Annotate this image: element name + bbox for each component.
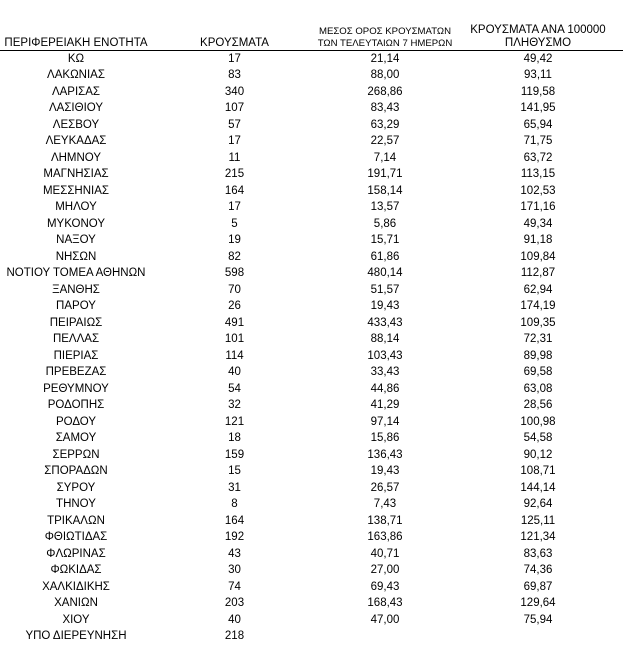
- cell-cases: 114: [225, 349, 244, 362]
- cell-regional-unit: ΚΩ: [0, 50, 152, 67]
- cell-cases: 18: [228, 432, 241, 444]
- cell-cases-per-100000: 144,14: [520, 481, 556, 494]
- table-row: [0, 232, 623, 249]
- cell-seven-day-average: 63,29: [370, 118, 400, 131]
- cell-cases: 8: [231, 498, 238, 510]
- table-row: [0, 265, 623, 282]
- header-regional-unit: ΠΕΡΙΦΕΡΕΙΑΚΗ ΕΝΟΤΗΤΑ: [4, 36, 148, 49]
- table-row: [0, 562, 623, 579]
- table-row: [0, 529, 623, 546]
- table-body: [0, 50, 623, 645]
- cell-regional-unit: ΛΕΥΚΑΔΑΣ: [45, 135, 107, 147]
- cell-seven-day-average: 88,00: [370, 69, 400, 81]
- table-row: [0, 496, 623, 513]
- cell-regional-unit: ΡΟΔΟΥ: [55, 415, 97, 428]
- header-avg-line1: ΜΕΣΟΣ ΟΡΟΣ ΚΡΟΥΣΜΑΤΩΝ: [318, 25, 452, 37]
- cell-seven-day-average: 83,43: [370, 102, 400, 114]
- cell-regional-unit: ΞΑΝΘΗΣ: [52, 283, 100, 296]
- cell-seven-day-average: [317, 628, 453, 645]
- cell-seven-day-average: 19,43: [370, 300, 400, 312]
- cell-cases-per-100000: 171,16: [520, 201, 556, 213]
- table-row: [0, 612, 623, 629]
- table-row: [0, 166, 623, 183]
- table-row: [0, 364, 623, 381]
- cell-cases: 203: [224, 597, 245, 609]
- cell-regional-unit: ΛΗΜΝΟΥ: [50, 151, 102, 164]
- cell-seven-day-average: 97,14: [370, 415, 400, 428]
- table-row: [0, 447, 623, 464]
- cell-regional-unit: ΜΕΣΣΗΝΙΑΣ: [42, 184, 110, 197]
- cell-regional-unit: ΛΑΚΩΝΙΑΣ: [47, 69, 105, 81]
- cell-cases-per-100000: 102,53: [520, 184, 556, 197]
- cell-cases-per-100000: 119,58: [520, 85, 556, 98]
- table-row: [0, 513, 623, 530]
- cell-regional-unit: ΠΕΛΛΑΣ: [52, 333, 100, 345]
- cell-seven-day-average: 41,29: [370, 399, 400, 411]
- cell-regional-unit: ΧΑΝΙΩΝ: [54, 597, 98, 609]
- cell-cases: 74: [228, 580, 241, 593]
- table-row: [0, 315, 623, 332]
- cell-seven-day-average: 480,14: [367, 267, 403, 279]
- cell-regional-unit: ΠΑΡΟΥ: [56, 300, 96, 312]
- table-row: [0, 133, 623, 150]
- cell-regional-unit: ΦΘΙΩΤΙΔΑΣ: [44, 531, 108, 543]
- cell-seven-day-average: 136,43: [367, 448, 403, 461]
- header-seven-day-average: [317, 10, 453, 50]
- cell-cases-per-100000: 69,87: [523, 580, 553, 593]
- cell-seven-day-average: 7,14: [373, 151, 397, 164]
- cell-cases: 17: [228, 135, 241, 147]
- cell-cases-per-100000: 89,98: [523, 349, 553, 362]
- cell-regional-unit: ΣΥΡΟΥ: [56, 481, 96, 494]
- header-cases: ΚΡΟΥΣΜΑΤΑ: [200, 36, 269, 49]
- cell-seven-day-average: 158,14: [367, 184, 403, 197]
- cell-seven-day-average: 27,00: [370, 564, 400, 576]
- cell-regional-unit: ΧΙΟΥ: [62, 613, 90, 626]
- cell-cases-per-100000: 112,87: [520, 267, 556, 279]
- table-row: [0, 348, 623, 365]
- cell-cases-per-100000: 109,35: [520, 316, 556, 329]
- cell-cases-per-100000: 121,34: [520, 531, 556, 543]
- table-row: [0, 249, 623, 266]
- cell-regional-unit: ΠΡΕΒΕΖΑΣ: [45, 366, 107, 378]
- cell-regional-unit: ΝΟΤΙΟΥ ΤΟΜΕΑ ΑΘΗΝΩΝ: [6, 267, 146, 279]
- cell-seven-day-average: 22,57: [370, 135, 400, 147]
- cell-cases-per-100000: 90,12: [523, 448, 553, 461]
- cell-cases: 83: [228, 69, 241, 81]
- cell-cases-per-100000: 129,64: [520, 597, 556, 609]
- cell-seven-day-average: 40,71: [370, 547, 400, 560]
- cell-cases-per-100000: 72,31: [523, 333, 553, 345]
- cell-seven-day-average: 88,14: [370, 333, 400, 345]
- cell-seven-day-average: 138,71: [367, 514, 403, 527]
- cell-cases-per-100000: 93,11: [524, 69, 552, 81]
- cell-seven-day-average: 7,43: [373, 498, 397, 510]
- cell-cases: 31: [228, 481, 241, 494]
- cell-cases-per-100000: 91,18: [523, 234, 553, 246]
- table-row: [0, 595, 623, 612]
- cell-regional-unit: ΜΗΛΟΥ: [55, 201, 97, 213]
- cell-cases: 101: [224, 333, 245, 345]
- cell-cases-per-100000: 75,94: [523, 613, 553, 626]
- cell-cases: 340: [224, 85, 245, 98]
- cell-seven-day-average: 15,86: [370, 432, 400, 444]
- cell-cases-per-100000: 174,19: [520, 300, 556, 312]
- cell-cases-per-100000: [453, 628, 623, 645]
- cell-seven-day-average: 69,43: [370, 580, 400, 593]
- cell-seven-day-average: 168,43: [367, 597, 403, 609]
- cell-cases-per-100000: 69,58: [523, 366, 553, 378]
- cell-regional-unit: ΣΕΡΡΩΝ: [52, 448, 100, 461]
- cell-cases-per-100000: 83,63: [523, 547, 553, 560]
- cell-cases: 70: [228, 283, 241, 296]
- cell-cases-per-100000: 63,08: [523, 382, 553, 395]
- cell-regional-unit: ΛΑΣΙΘΙΟΥ: [48, 102, 104, 114]
- cell-cases-per-100000: 74,36: [523, 564, 553, 576]
- header-per-line1: ΚΡΟΥΣΜΑΤΑ ΑΝΑ 100000: [470, 23, 606, 36]
- header-row: [0, 10, 623, 50]
- cell-regional-unit: ΦΛΩΡΙΝΑΣ: [46, 547, 106, 560]
- table-row: [0, 100, 623, 117]
- cell-seven-day-average: 433,43: [367, 316, 403, 329]
- cell-cases: 164: [224, 184, 245, 197]
- cell-cases: 57: [228, 118, 241, 131]
- cell-cases: 491: [224, 316, 245, 329]
- cell-cases: 19: [228, 234, 241, 246]
- table-row: [0, 67, 623, 84]
- cell-seven-day-average: 21,14: [317, 50, 453, 67]
- table-row: [0, 50, 623, 67]
- header-per-line2: ΠΛΗΘΥΣΜΟ: [504, 36, 572, 49]
- header-cases-per-100000: [453, 10, 623, 50]
- cell-seven-day-average: 47,00: [370, 613, 400, 626]
- cell-cases-per-100000: 125,11: [520, 514, 556, 527]
- cell-cases: 26: [228, 300, 241, 312]
- cell-seven-day-average: 5,86: [373, 217, 397, 230]
- cell-seven-day-average: 191,71: [367, 168, 403, 180]
- cell-regional-unit: ΡΕΘΥΜΝΟΥ: [43, 382, 109, 395]
- cell-cases: 192: [224, 531, 245, 543]
- cell-cases: 159: [224, 448, 245, 461]
- cell-cases-per-100000: 65,94: [523, 118, 553, 131]
- table-row: [0, 216, 623, 233]
- cell-seven-day-average: 163,86: [367, 531, 403, 543]
- cell-cases: 40: [228, 613, 241, 626]
- cell-seven-day-average: 268,86: [367, 85, 403, 98]
- cell-cases: 11: [228, 151, 241, 164]
- cell-cases-per-100000: 54,58: [523, 432, 553, 444]
- cell-regional-unit: ΡΟΔΟΠΗΣ: [47, 399, 105, 411]
- table-row: [0, 397, 623, 414]
- cell-cases: 107: [224, 102, 245, 114]
- cell-cases-per-100000: 71,75: [523, 135, 553, 147]
- table-row: [0, 381, 623, 398]
- table-row: [0, 117, 623, 134]
- cell-cases-per-100000: 100,98: [520, 415, 556, 428]
- table-row: [0, 579, 623, 596]
- table-row: [0, 480, 623, 497]
- cell-seven-day-average: 19,43: [370, 465, 400, 477]
- cell-cases-per-100000: 108,71: [520, 465, 556, 477]
- cell-regional-unit: ΠΙΕΡΙΑΣ: [53, 349, 99, 362]
- table-row: [0, 150, 623, 167]
- cell-cases: 32: [228, 399, 241, 411]
- cell-cases-per-100000: 92,64: [523, 498, 553, 510]
- cell-seven-day-average: 13,57: [370, 201, 400, 213]
- cell-seven-day-average: 15,71: [370, 234, 400, 246]
- cell-regional-unit: ΧΑΛΚΙΔΙΚΗΣ: [42, 580, 110, 593]
- cell-cases: 5: [231, 217, 238, 230]
- cell-regional-unit: ΥΠΟ ΔΙΕΡΕΥΝΗΣΗ: [25, 630, 127, 642]
- cell-regional-unit: ΦΩΚΙΔΑΣ: [50, 564, 102, 576]
- cell-cases: 598: [224, 267, 245, 279]
- cell-regional-unit: ΣΑΜΟΥ: [55, 432, 97, 444]
- cell-regional-unit: ΝΗΣΩΝ: [55, 250, 97, 263]
- table-row: [0, 84, 623, 101]
- table-row: [0, 183, 623, 200]
- header-avg-line2: ΤΩΝ ΤΕΛΕΥΤΑΙΩΝ 7 ΗΜΕΡΩΝ: [317, 37, 453, 49]
- table-row: [0, 282, 623, 299]
- cell-regional-unit: ΤΡΙΚΑΛΩΝ: [47, 514, 105, 527]
- cases-table: [0, 10, 623, 645]
- cell-cases-per-100000: 28,56: [523, 399, 553, 411]
- table-row: [0, 199, 623, 216]
- cell-seven-day-average: 44,86: [370, 382, 400, 395]
- cell-regional-unit: ΠΕΙΡΑΙΩΣ: [49, 316, 103, 329]
- cell-cases: 40: [228, 366, 241, 378]
- cell-cases: 54: [228, 382, 241, 395]
- table-row: [0, 298, 623, 315]
- cell-regional-unit: ΝΑΞΟΥ: [56, 234, 96, 246]
- cell-cases-per-100000: 109,84: [520, 250, 556, 263]
- cell-seven-day-average: 51,57: [370, 283, 400, 296]
- table-row: [0, 414, 623, 431]
- cell-seven-day-average: 26,57: [370, 481, 400, 494]
- cell-regional-unit: ΜΑΓΝΗΣΙΑΣ: [43, 168, 109, 180]
- cell-cases: 218: [224, 630, 245, 642]
- cell-cases: 164: [224, 514, 245, 527]
- table-row: [0, 331, 623, 348]
- cell-cases-per-100000: 141,95: [520, 102, 556, 114]
- cell-regional-unit: ΛΕΣΒΟΥ: [52, 118, 100, 131]
- table-row: [0, 430, 623, 447]
- cell-cases-per-100000: 63,72: [523, 151, 553, 164]
- cell-cases: 17: [152, 50, 317, 67]
- cell-cases-per-100000: 62,94: [523, 283, 553, 296]
- cell-cases: 82: [228, 250, 241, 263]
- cell-seven-day-average: 61,86: [370, 250, 400, 263]
- cell-regional-unit: ΣΠΟΡΑΔΩΝ: [44, 465, 108, 477]
- cell-seven-day-average: 103,43: [367, 349, 403, 362]
- cell-cases: 43: [228, 547, 241, 560]
- cell-regional-unit: ΛΑΡΙΣΑΣ: [51, 85, 101, 98]
- cell-cases: 17: [228, 201, 241, 213]
- cell-cases-per-100000: 113,15: [520, 168, 556, 180]
- cell-cases: 215: [224, 168, 245, 180]
- cell-cases: 121: [224, 415, 245, 428]
- table-header: [0, 10, 623, 50]
- cell-cases: 30: [228, 564, 241, 576]
- table-row: [0, 546, 623, 563]
- cell-regional-unit: ΤΗΝΟΥ: [56, 498, 96, 510]
- cell-cases-per-100000: 49,42: [453, 50, 623, 67]
- cell-regional-unit: ΜΥΚΟΝΟΥ: [46, 217, 106, 230]
- cell-seven-day-average: 33,43: [370, 366, 400, 378]
- cell-cases-per-100000: 49,34: [523, 217, 553, 230]
- table-row: [0, 628, 623, 645]
- cell-cases: 15: [228, 465, 241, 477]
- table-row: [0, 463, 623, 480]
